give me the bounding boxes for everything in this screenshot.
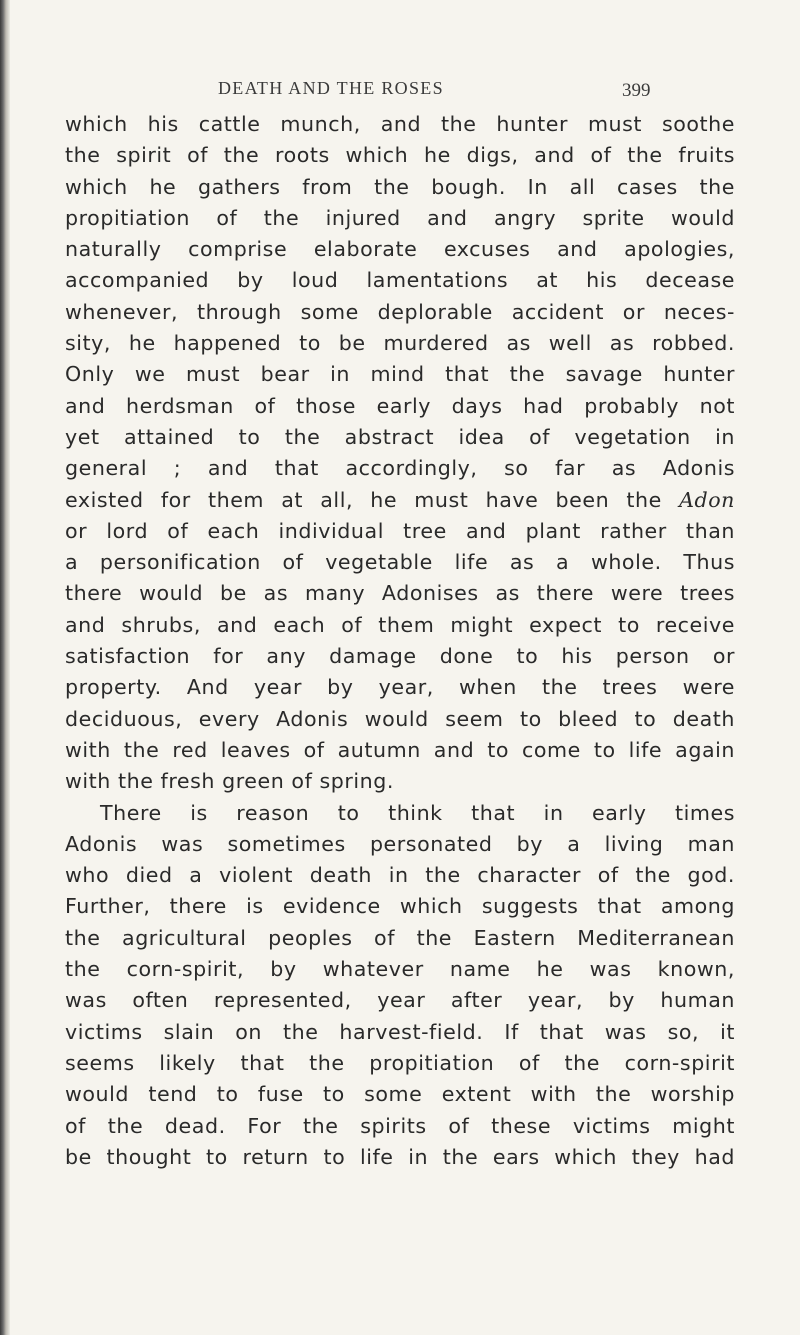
- text-line: satisfaction for any damage done to his person or: [65, 644, 735, 669]
- italic-word-adon: Adon: [679, 487, 735, 512]
- text-line: yet attained to the abstract idea of vegetation in: [65, 424, 735, 449]
- text-line: the corn-spirit, by whatever name he was known,: [65, 957, 735, 982]
- text-line-with-italic: [65, 485, 735, 516]
- text-line: a personification of vegetable life as a whole. Thus: [65, 550, 735, 575]
- text-line: and herdsman of those early days had probably not: [65, 393, 735, 418]
- text-line: and shrubs, and each of them might expect to receive: [65, 612, 735, 637]
- text-line: seems likely that the propitiation of the corn-spirit: [65, 1050, 735, 1075]
- text-segment: existed for them at all, he must have been the: [65, 487, 662, 512]
- page-number: 399: [622, 80, 651, 101]
- book-gutter-shadow: [0, 0, 10, 1335]
- text-line: or lord of each individual tree and plant rather than: [65, 518, 735, 543]
- text-line: would tend to fuse to some extent with the worship: [65, 1082, 735, 1107]
- text-line: Adonis was sometimes personated by a living man: [65, 831, 735, 856]
- text-line: the agricultural peoples of the Eastern Mediterranean: [65, 925, 735, 950]
- text-line: property. And year by year, when the trees were: [65, 675, 735, 700]
- text-line: who died a violent death in the character of the god.: [65, 863, 735, 888]
- text-line: which his cattle munch, and the hunter must soothe: [65, 112, 735, 136]
- text-line: of the dead. For the spirits of these victims might: [65, 1113, 735, 1138]
- text-line: with the red leaves of autumn and to come to life again: [65, 737, 735, 762]
- text-line: general ; and that accordingly, so far as Adonis: [65, 456, 735, 481]
- body-text: [65, 109, 735, 1173]
- text-line: there would be as many Adonises as there were trees: [65, 581, 735, 606]
- text-line: deciduous, every Adonis would seem to bleed to death: [65, 706, 735, 731]
- text-line-paragraph-end: with the fresh green of spring.: [65, 769, 394, 794]
- text-line-paragraph-start: There is reason to think that in early times: [100, 800, 735, 825]
- text-line: which he gathers from the bough. In all cases the: [65, 174, 735, 199]
- text-line: accompanied by loud lamentations at his decease: [65, 268, 735, 293]
- text-line: Further, there is evidence which suggests that among: [65, 894, 735, 919]
- text-line: the spirit of the roots which he digs, and of the fruits: [65, 143, 735, 168]
- text-line: was often represented, year after year, by human: [65, 988, 735, 1013]
- text-line: be thought to return to life in the ears which they had: [65, 1144, 735, 1169]
- running-head: DEATH AND THE ROSES: [218, 78, 444, 98]
- page-header: [0, 78, 800, 102]
- text-line: victims slain on the harvest-field. If that was so, it: [65, 1019, 735, 1044]
- text-line: naturally comprise elaborate excuses and apologies,: [65, 237, 735, 262]
- text-line: Only we must bear in mind that the savage hunter: [65, 362, 735, 387]
- text-line: sity, he happened to be murdered as well as robbed.: [65, 331, 735, 356]
- text-line: whenever, through some deplorable accident or neces-: [65, 299, 735, 324]
- text-line: propitiation of the injured and angry sprite would: [65, 205, 735, 230]
